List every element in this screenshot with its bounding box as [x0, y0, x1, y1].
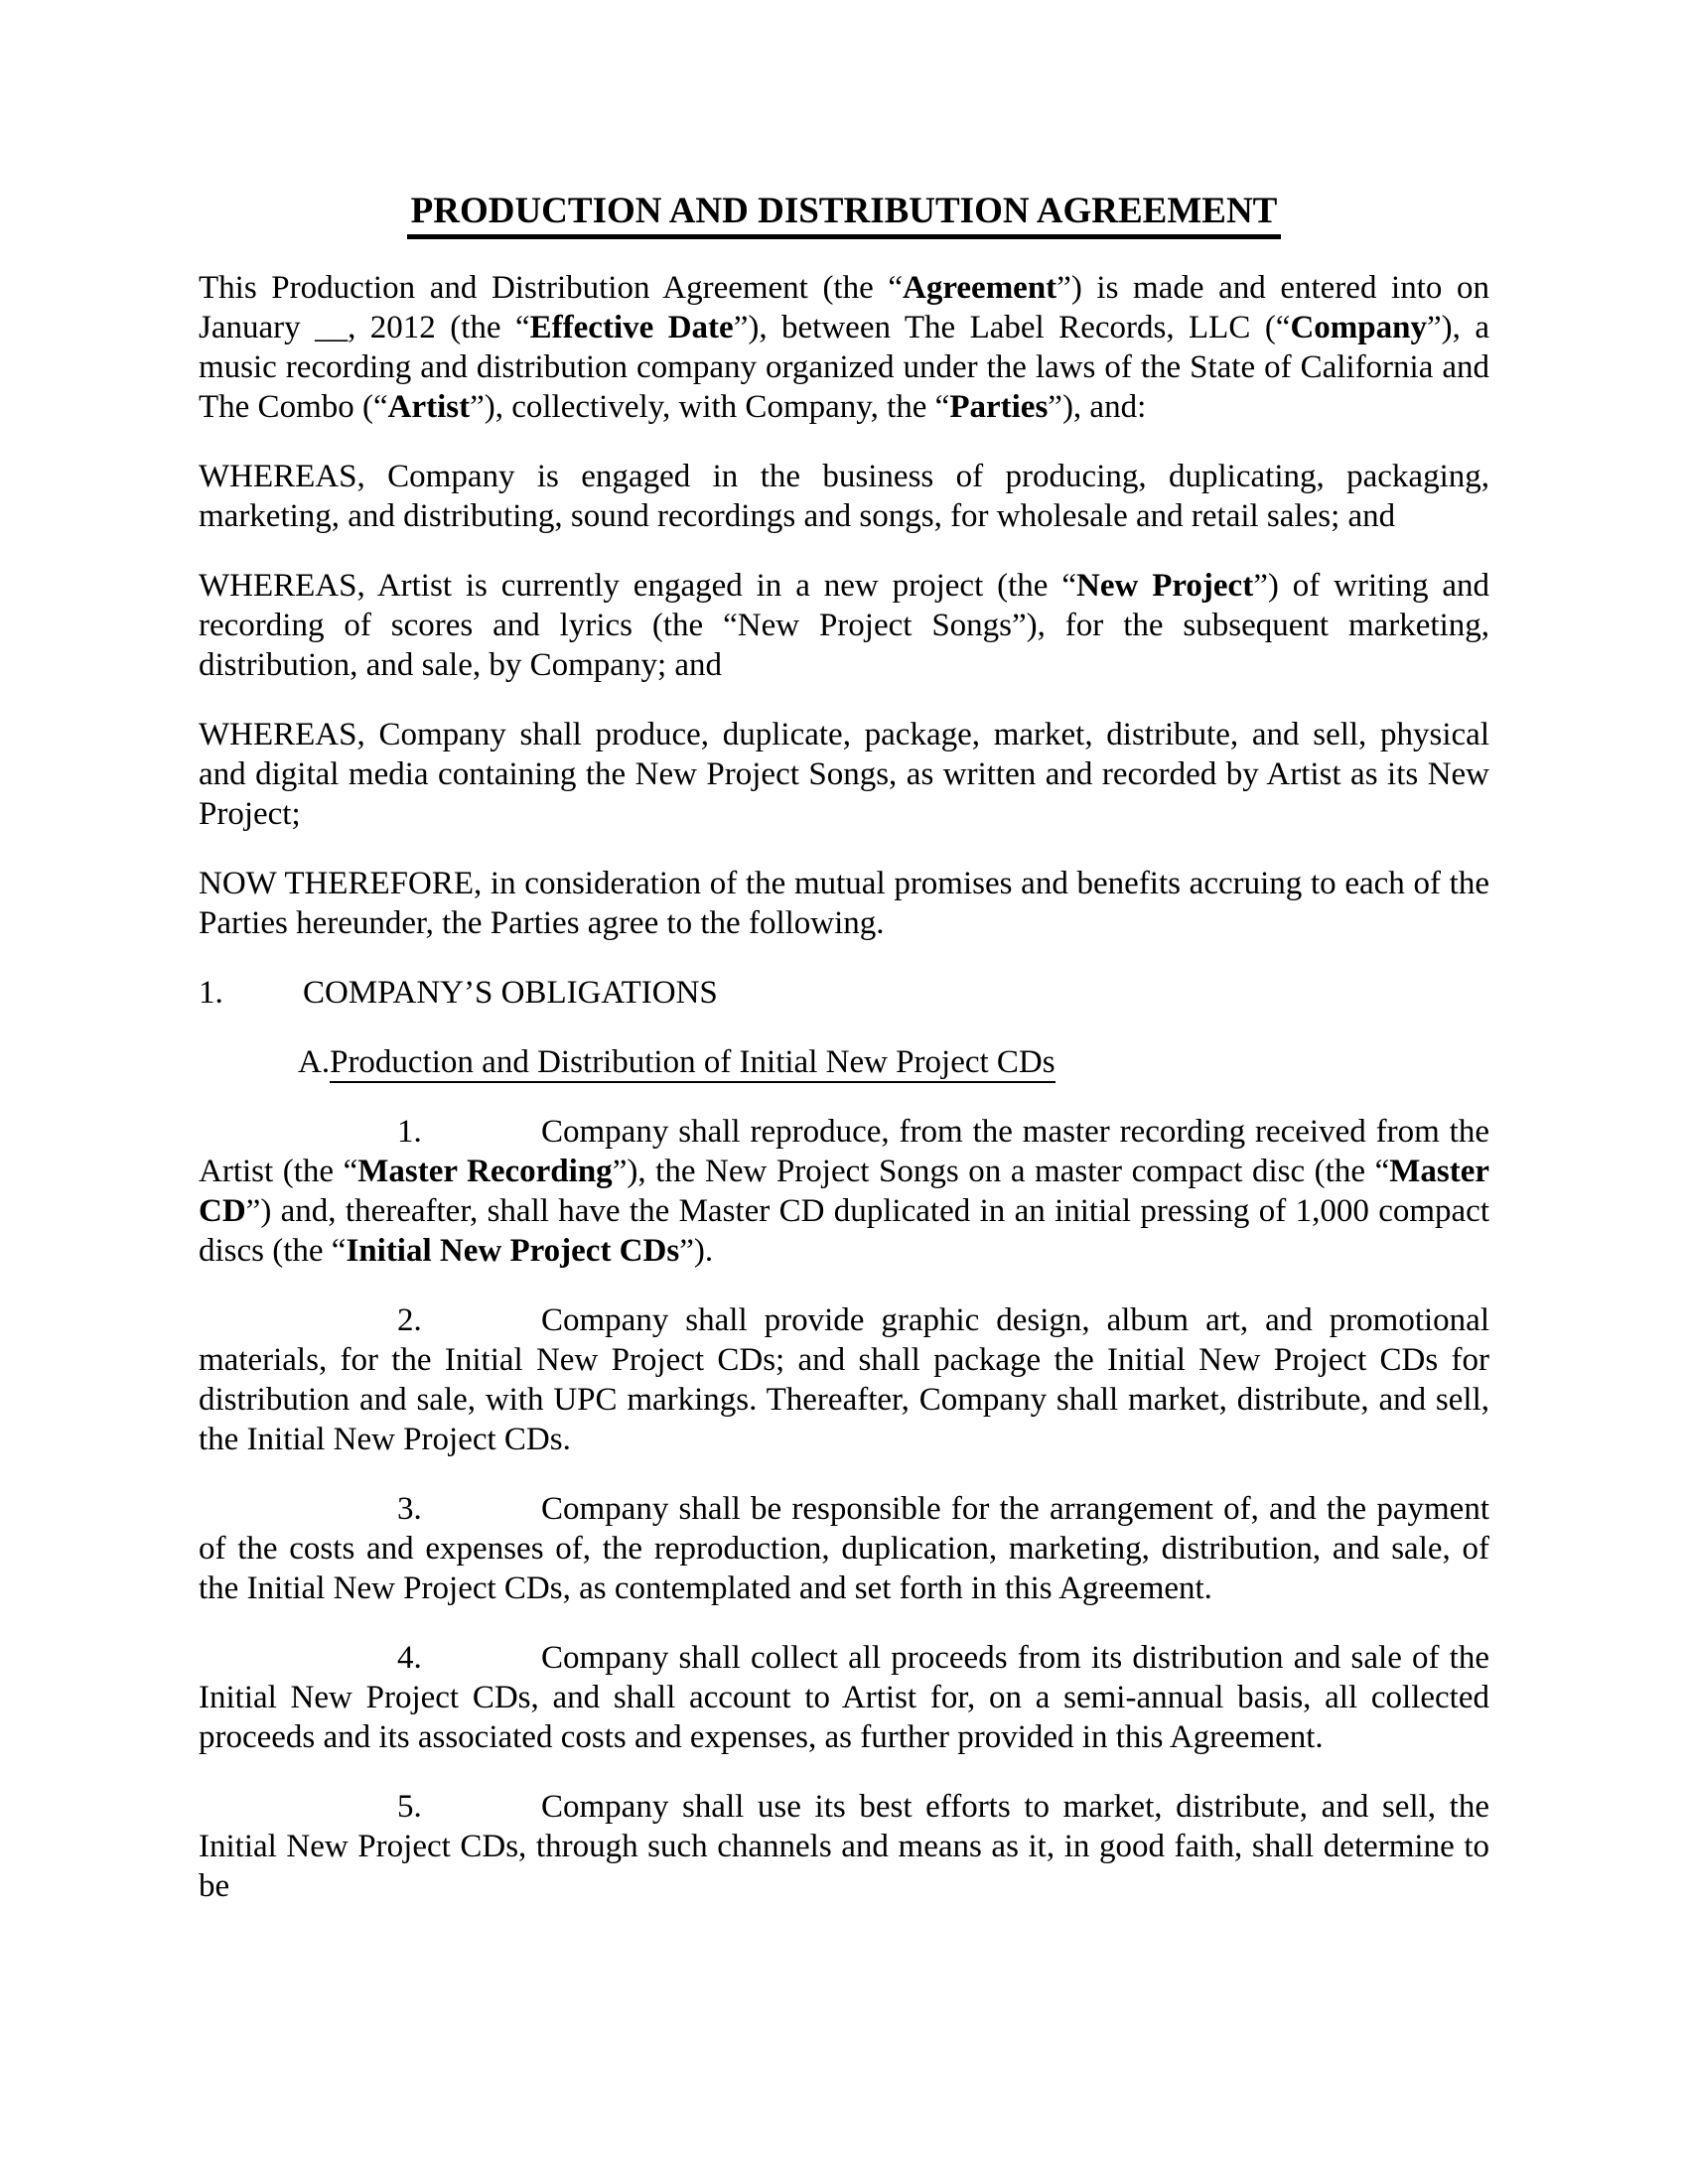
- item-4-text: Company shall collect all proceeds from its distribution and sale of the Initial New Project CDs, and shall account to Artist for, on a semi-annual basis, all collected proceeds and its associated costs and expenses, as further provided in this Agreement.: [199, 1640, 1489, 1755]
- item-3-text: Company shall be responsible for the arrangement of, and the payment of the costs and expenses of, the reproduction, duplication, marketing, distribution, and sale, of the Initial New Project CDs, as contemplated and set forth in this Agreement.: [199, 1491, 1489, 1606]
- item-5-number: 5.: [397, 1789, 422, 1825]
- recital-2: WHEREAS, Artist is currently engaged in a new project (the “New Project”) of writing and recording of scores and lyrics (the “New Project Songs”), for the subsequent marketing, distribution, and sale, by Company; and: [199, 568, 1489, 683]
- item-3: [199, 1489, 1489, 1608]
- recital-3: WHEREAS, Company shall produce, duplicate, package, market, distribute, and sell, physical and digital media containing the New Project Songs, as written and recorded by Artist as its New Project;: [199, 717, 1489, 832]
- item-3-number: 3.: [397, 1491, 422, 1527]
- subsection-a-heading: [199, 1042, 1489, 1082]
- item-2-text: Company shall provide graphic design, album art, and promotional materials, for the Initial New Project CDs; and shall package the Initial New Project CDs for distribution and sale, with UPC markings. Thereafter, Company shall market, distribute, and sell, the Initial New Project CDs.: [199, 1302, 1489, 1457]
- now-therefore-paragraph: NOW THEREFORE, in consideration of the mutual promises and benefits accruing to each of the Parties hereunder, the Parties agree to the following.: [199, 866, 1489, 941]
- item-2: [199, 1300, 1489, 1459]
- document-title: [199, 189, 1489, 234]
- item-1: [199, 1112, 1489, 1271]
- subsection-a-label: A.: [298, 1044, 331, 1080]
- item-2-number: 2.: [397, 1302, 422, 1338]
- item-4-number: 4.: [397, 1640, 422, 1676]
- item-1-number: 1.: [397, 1114, 422, 1150]
- subsection-a-title: Production and Distribution of Initial New Project CDs: [330, 1044, 1055, 1083]
- item-4: [199, 1638, 1489, 1757]
- section-1-title: COMPANY’S OBLIGATIONS: [303, 975, 718, 1011]
- section-1-heading: [199, 973, 1489, 1013]
- document-title-text: PRODUCTION AND DISTRIBUTION AGREEMENT: [407, 191, 1282, 239]
- recital-1: WHEREAS, Company is engaged in the business of producing, duplicating, packaging, marketing, and distributing, sound recordings and songs, for wholesale and retail sales; and: [199, 459, 1489, 534]
- item-5: [199, 1787, 1489, 1906]
- item-1-text: Company shall reproduce, from the master recording received from the Artist (the “Master Recording”), the New Project Songs on a master compact disc (the “Master CD”) and, thereafter, shall have the Master CD duplicated in an initial pressing of 1,000 compact discs (the “Initial New Project CDs”).: [199, 1114, 1489, 1269]
- item-5-text: Company shall use its best efforts to market, distribute, and sell, the Initial New Project CDs, through such channels and means as it, in good faith, shall determine to be: [199, 1789, 1489, 1904]
- section-1-number: 1.: [199, 975, 223, 1011]
- intro-paragraph: This Production and Distribution Agreement (the “Agreement”) is made and entered into on January __, 2012 (the “Effective Date”), between The Label Records, LLC (“Company”), a music recording and distribution company organized under the laws of the State of California and The Combo (“Artist”), collectively, with Company, the “Parties”), and:: [199, 270, 1489, 425]
